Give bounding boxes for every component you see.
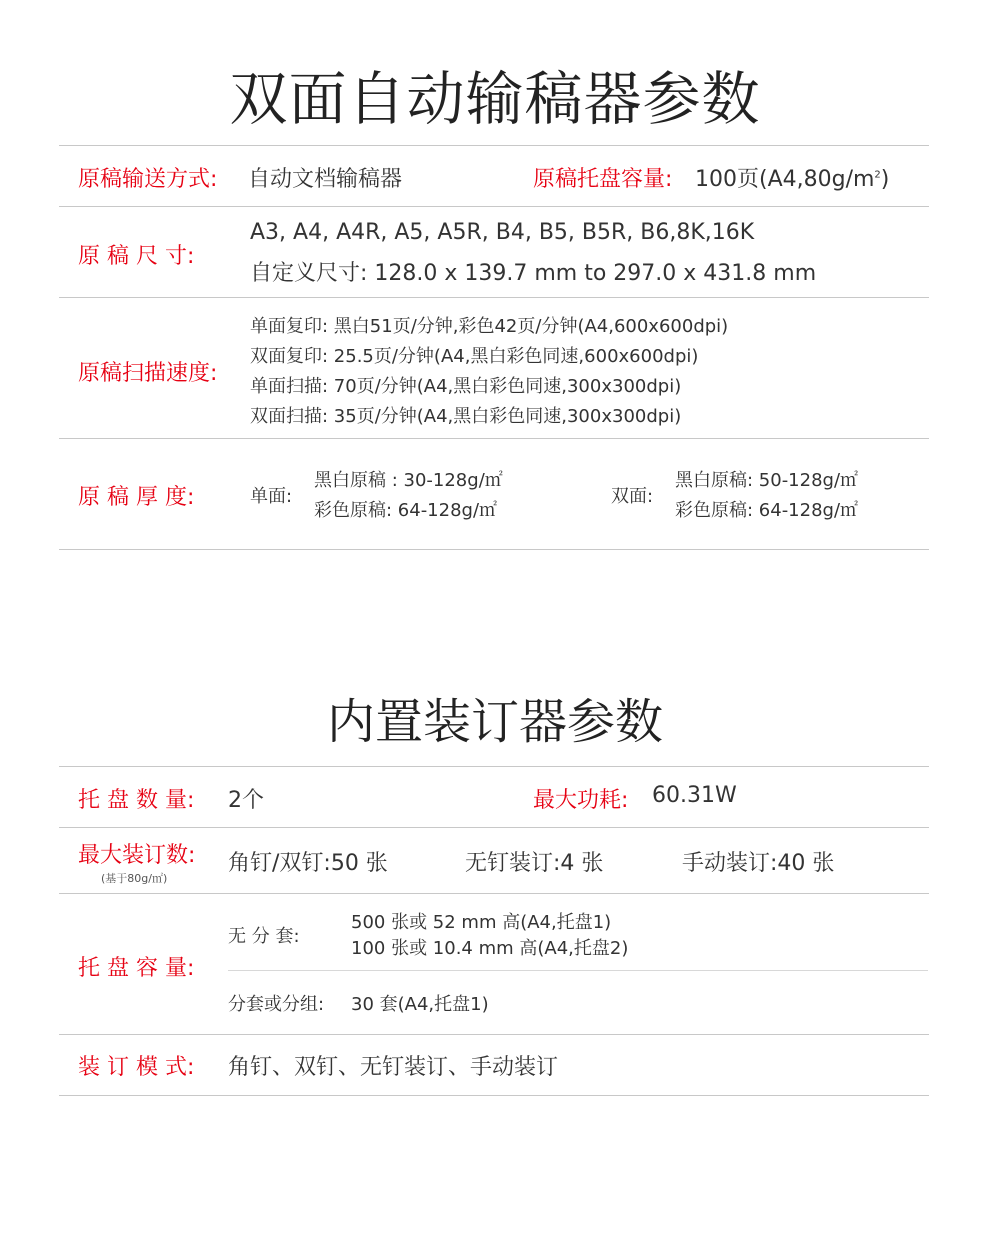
thickness-label: 原 稿 厚 度:: [78, 485, 195, 510]
staple-manual-value: 手动装订:40 张: [682, 851, 835, 876]
divider: [59, 766, 929, 767]
tray-count-value: 2个: [228, 788, 264, 813]
tray-count-label: 托 盘 数 量:: [78, 788, 195, 813]
feed-method-value: 自动文档输稿器: [248, 167, 403, 192]
scan-speed-line: 双面复印: 25.5页/分钟(A4,黑白彩色同速,600x600dpi): [250, 346, 699, 367]
divider: [228, 970, 928, 971]
divider: [59, 438, 929, 439]
max-power-value: 60.31W: [652, 783, 737, 808]
divider: [59, 206, 929, 207]
original-size-standard: A3, A4, A4R, A5, A5R, B4, B5, B5R, B6,8K,16K: [250, 220, 755, 245]
divider: [59, 549, 929, 550]
adf-section-title: 双面自动输稿器参数: [229, 65, 761, 133]
scan-speed-label: 原稿扫描速度:: [78, 361, 218, 386]
divider: [59, 893, 929, 894]
max-power-label: 最大功耗:: [533, 788, 629, 813]
scan-speed-line: 双面扫描: 35页/分钟(A4,黑白彩色同速,300x300dpi): [250, 406, 682, 427]
single-color-thickness: 彩色原稿: 64-128g/㎡: [314, 500, 498, 521]
no-sort-tray2: 100 张或 10.4 mm 高(A4,托盘2): [351, 938, 629, 959]
sort-group-label: 分套或分组:: [228, 994, 325, 1015]
original-size-label: 原 稿 尺 寸:: [78, 244, 195, 269]
divider: [59, 1034, 929, 1035]
scan-speed-line: 单面扫描: 70页/分钟(A4,黑白彩色同速,300x300dpi): [250, 376, 682, 397]
duplex-side-label: 双面:: [611, 486, 654, 507]
tray-capacity-value: 100页$(A4,80g/m^2)$: [695, 167, 890, 192]
max-staple-label: 最大装订数:: [78, 843, 196, 868]
tray-capacity-label: 原稿托盘容量:: [533, 167, 673, 192]
single-side-label: 单面:: [250, 486, 293, 507]
sort-group-value: 30 套(A4,托盘1): [351, 994, 489, 1015]
staple-mode-label: 装 订 模 式:: [78, 1055, 195, 1080]
duplex-bw-thickness: 黑白原稿: 50-128g/㎡: [675, 470, 859, 491]
stapler-section-title: 内置装订器参数: [326, 694, 663, 750]
original-size-custom: 自定义尺寸: 128.0 x 139.7 mm to 297.0 x 431.8 mm: [250, 261, 817, 286]
divider: [59, 297, 929, 298]
single-bw-thickness: 黑白原稿 : 30-128g/㎡: [314, 470, 503, 491]
staple-free-value: 无钉装订:4 张: [465, 851, 604, 876]
divider: [59, 827, 929, 828]
no-sort-label: 无 分 套:: [228, 926, 300, 947]
max-staple-note: (基于80g/㎡): [101, 872, 168, 885]
staple-corner-value: 角钉/双钉:50 张: [228, 851, 388, 876]
no-sort-tray1: 500 张或 52 mm 高(A4,托盘1): [351, 912, 612, 933]
feed-method-label: 原稿输送方式:: [78, 167, 218, 192]
divider: [59, 1095, 929, 1096]
duplex-color-thickness: 彩色原稿: 64-128g/㎡: [675, 500, 859, 521]
scan-speed-line: 单面复印: 黑白51页/分钟,彩色42页/分钟(A4,600x600dpi): [250, 316, 729, 337]
tray-capacity-label: 托 盘 容 量:: [78, 956, 195, 981]
divider: [59, 145, 929, 146]
staple-mode-value: 角钉、双钉、无钉装订、手动装订: [228, 1055, 559, 1080]
